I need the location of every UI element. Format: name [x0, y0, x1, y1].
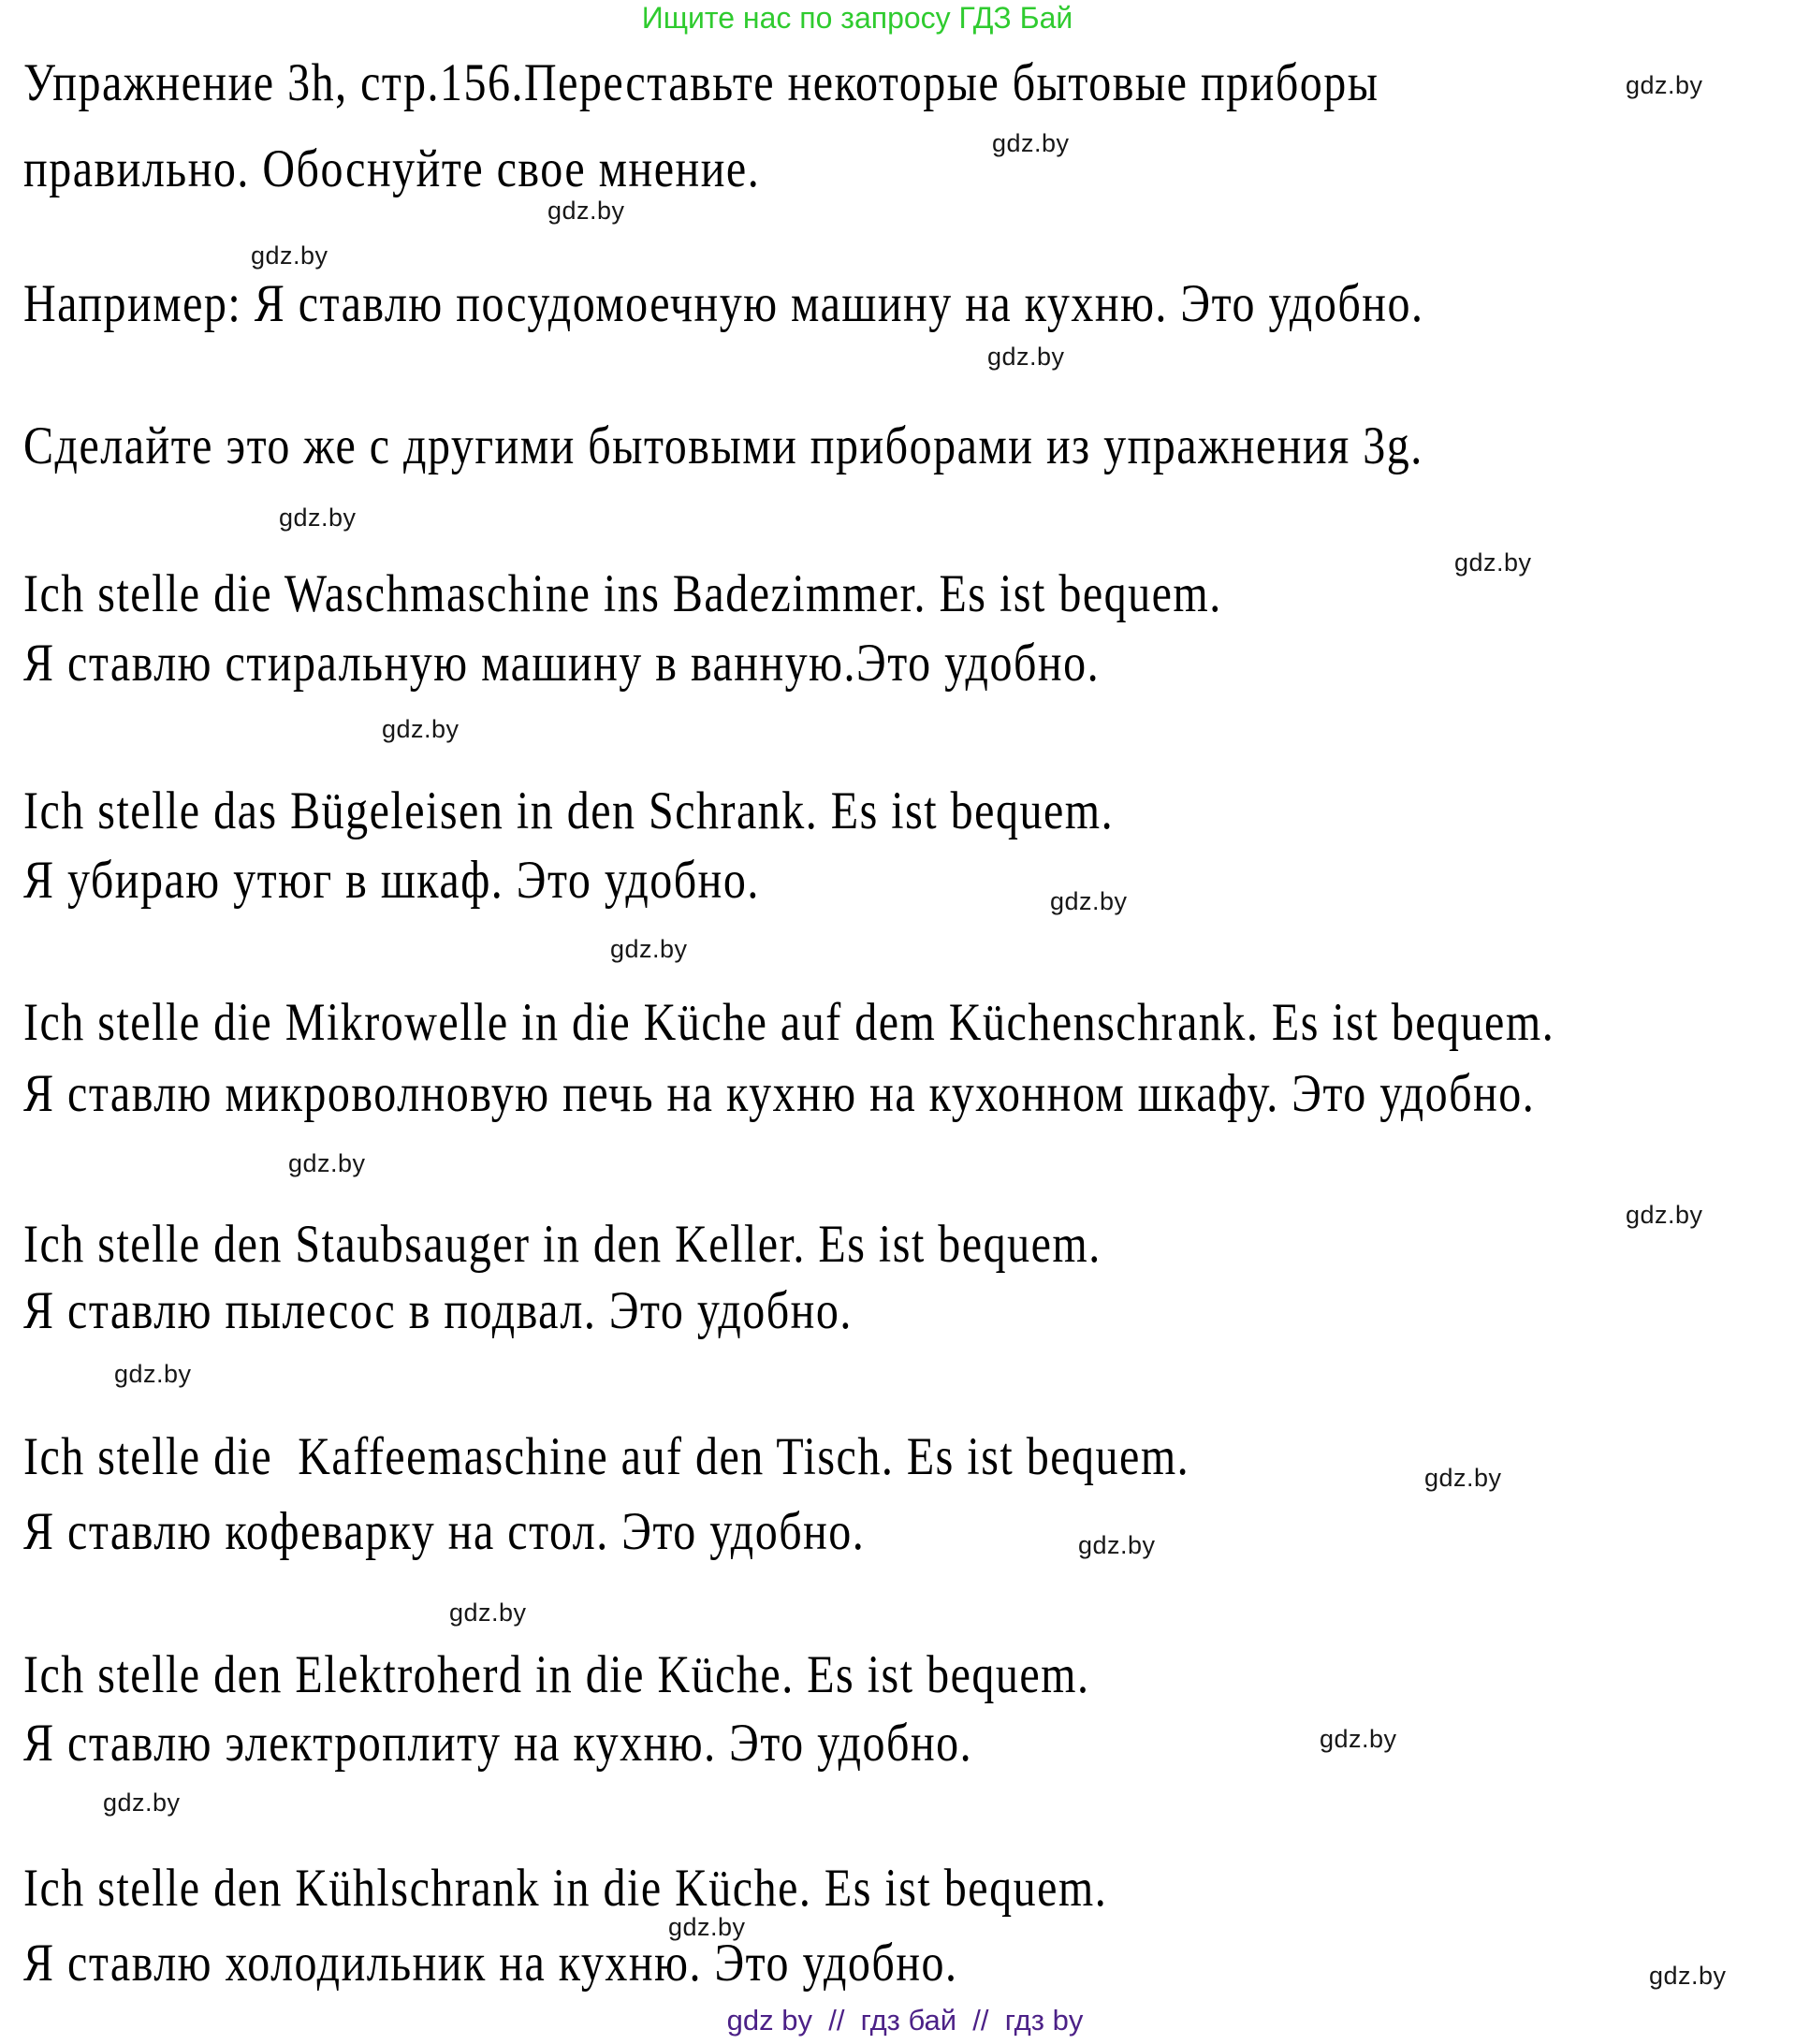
answer-3-russian: Я ставлю микроволновую печь на кухню на кухонном шкафу. Это удобно.: [23, 1064, 1536, 1124]
answer-2-russian: Я убираю утюг в шкаф. Это удобно.: [23, 851, 760, 911]
answer-5-russian: Я ставлю кофеварку на стол. Это удобно.: [23, 1502, 866, 1562]
gdz-watermark: gdz.by: [1050, 887, 1128, 915]
gdz-watermark: gdz.by: [1649, 1962, 1727, 1990]
page-footer: gdz by // гдз бай // гдз by: [726, 2004, 1084, 2037]
task-sentence: Сделайте это же с другими бытовыми приборами из упражнения 3g.: [23, 416, 1423, 476]
answer-6-german: Ich stelle den Elektroherd in die Küche. Es ist bequem.: [23, 1645, 1090, 1705]
exercise-title-line1: Упражнение 3h, стр.156.Переставьте некоторые бытовые приборы: [23, 53, 1379, 113]
gdz-watermark: gdz.by: [547, 197, 625, 225]
gdz-watermark: gdz.by: [668, 1913, 746, 1941]
exercise-title-line2: правильно. Обоснуйте свое мнение.: [23, 139, 761, 199]
answer-2-german: Ich stelle das Bügeleisen in den Schrank. Es ist bequem.: [23, 781, 1115, 841]
answer-4-german: Ich stelle den Staubsauger in den Keller. Es ist bequem.: [23, 1215, 1102, 1275]
gdz-watermark: gdz.by: [279, 504, 357, 532]
answer-6-russian: Я ставлю электроплиту на кухню. Это удобно.: [23, 1714, 973, 1774]
answer-7-russian: Я ставлю холодильник на кухню. Это удобно.: [23, 1934, 958, 1993]
gdz-watermark: gdz.by: [1626, 1201, 1703, 1229]
gdz-watermark: gdz.by: [1626, 71, 1703, 99]
gdz-watermark: gdz.by: [288, 1149, 366, 1177]
answer-1-german: Ich stelle die Waschmaschine ins Badezimmer. Es ist bequem.: [23, 564, 1222, 624]
gdz-watermark: gdz.by: [610, 935, 688, 963]
answer-1-russian: Я ставлю стиральную машину в ванную.Это удобно.: [23, 634, 1101, 694]
promo-banner: Ищите нас по запросу ГДЗ Бай: [641, 1, 1073, 35]
answer-4-russian: Я ставлю пылесос в подвал. Это удобно.: [23, 1281, 853, 1341]
gdz-watermark: gdz.by: [449, 1599, 527, 1627]
gdz-watermark: gdz.by: [992, 129, 1070, 157]
gdz-watermark: gdz.by: [987, 343, 1065, 371]
gdz-watermark: gdz.by: [1454, 548, 1532, 577]
gdz-watermark: gdz.by: [1424, 1464, 1502, 1492]
gdz-watermark: gdz.by: [1320, 1725, 1397, 1753]
gdz-watermark: gdz.by: [114, 1360, 192, 1388]
gdz-watermark: gdz.by: [251, 241, 328, 270]
example-sentence: Например: Я ставлю посудомоечную машину на кухню. Это удобно.: [23, 274, 1424, 334]
gdz-watermark: gdz.by: [382, 715, 460, 743]
answer-7-german: Ich stelle den Kühlschrank in die Küche. Es ist bequem.: [23, 1859, 1108, 1919]
answer-5-german: Ich stelle die Kaffeemaschine auf den Tisch. Es ist bequem.: [23, 1427, 1190, 1487]
gdz-watermark: gdz.by: [103, 1788, 181, 1817]
gdz-watermark: gdz.by: [1078, 1531, 1156, 1559]
answer-3-german: Ich stelle die Mikrowelle in die Küche auf dem Küchenschrank. Es ist bequem.: [23, 993, 1555, 1053]
